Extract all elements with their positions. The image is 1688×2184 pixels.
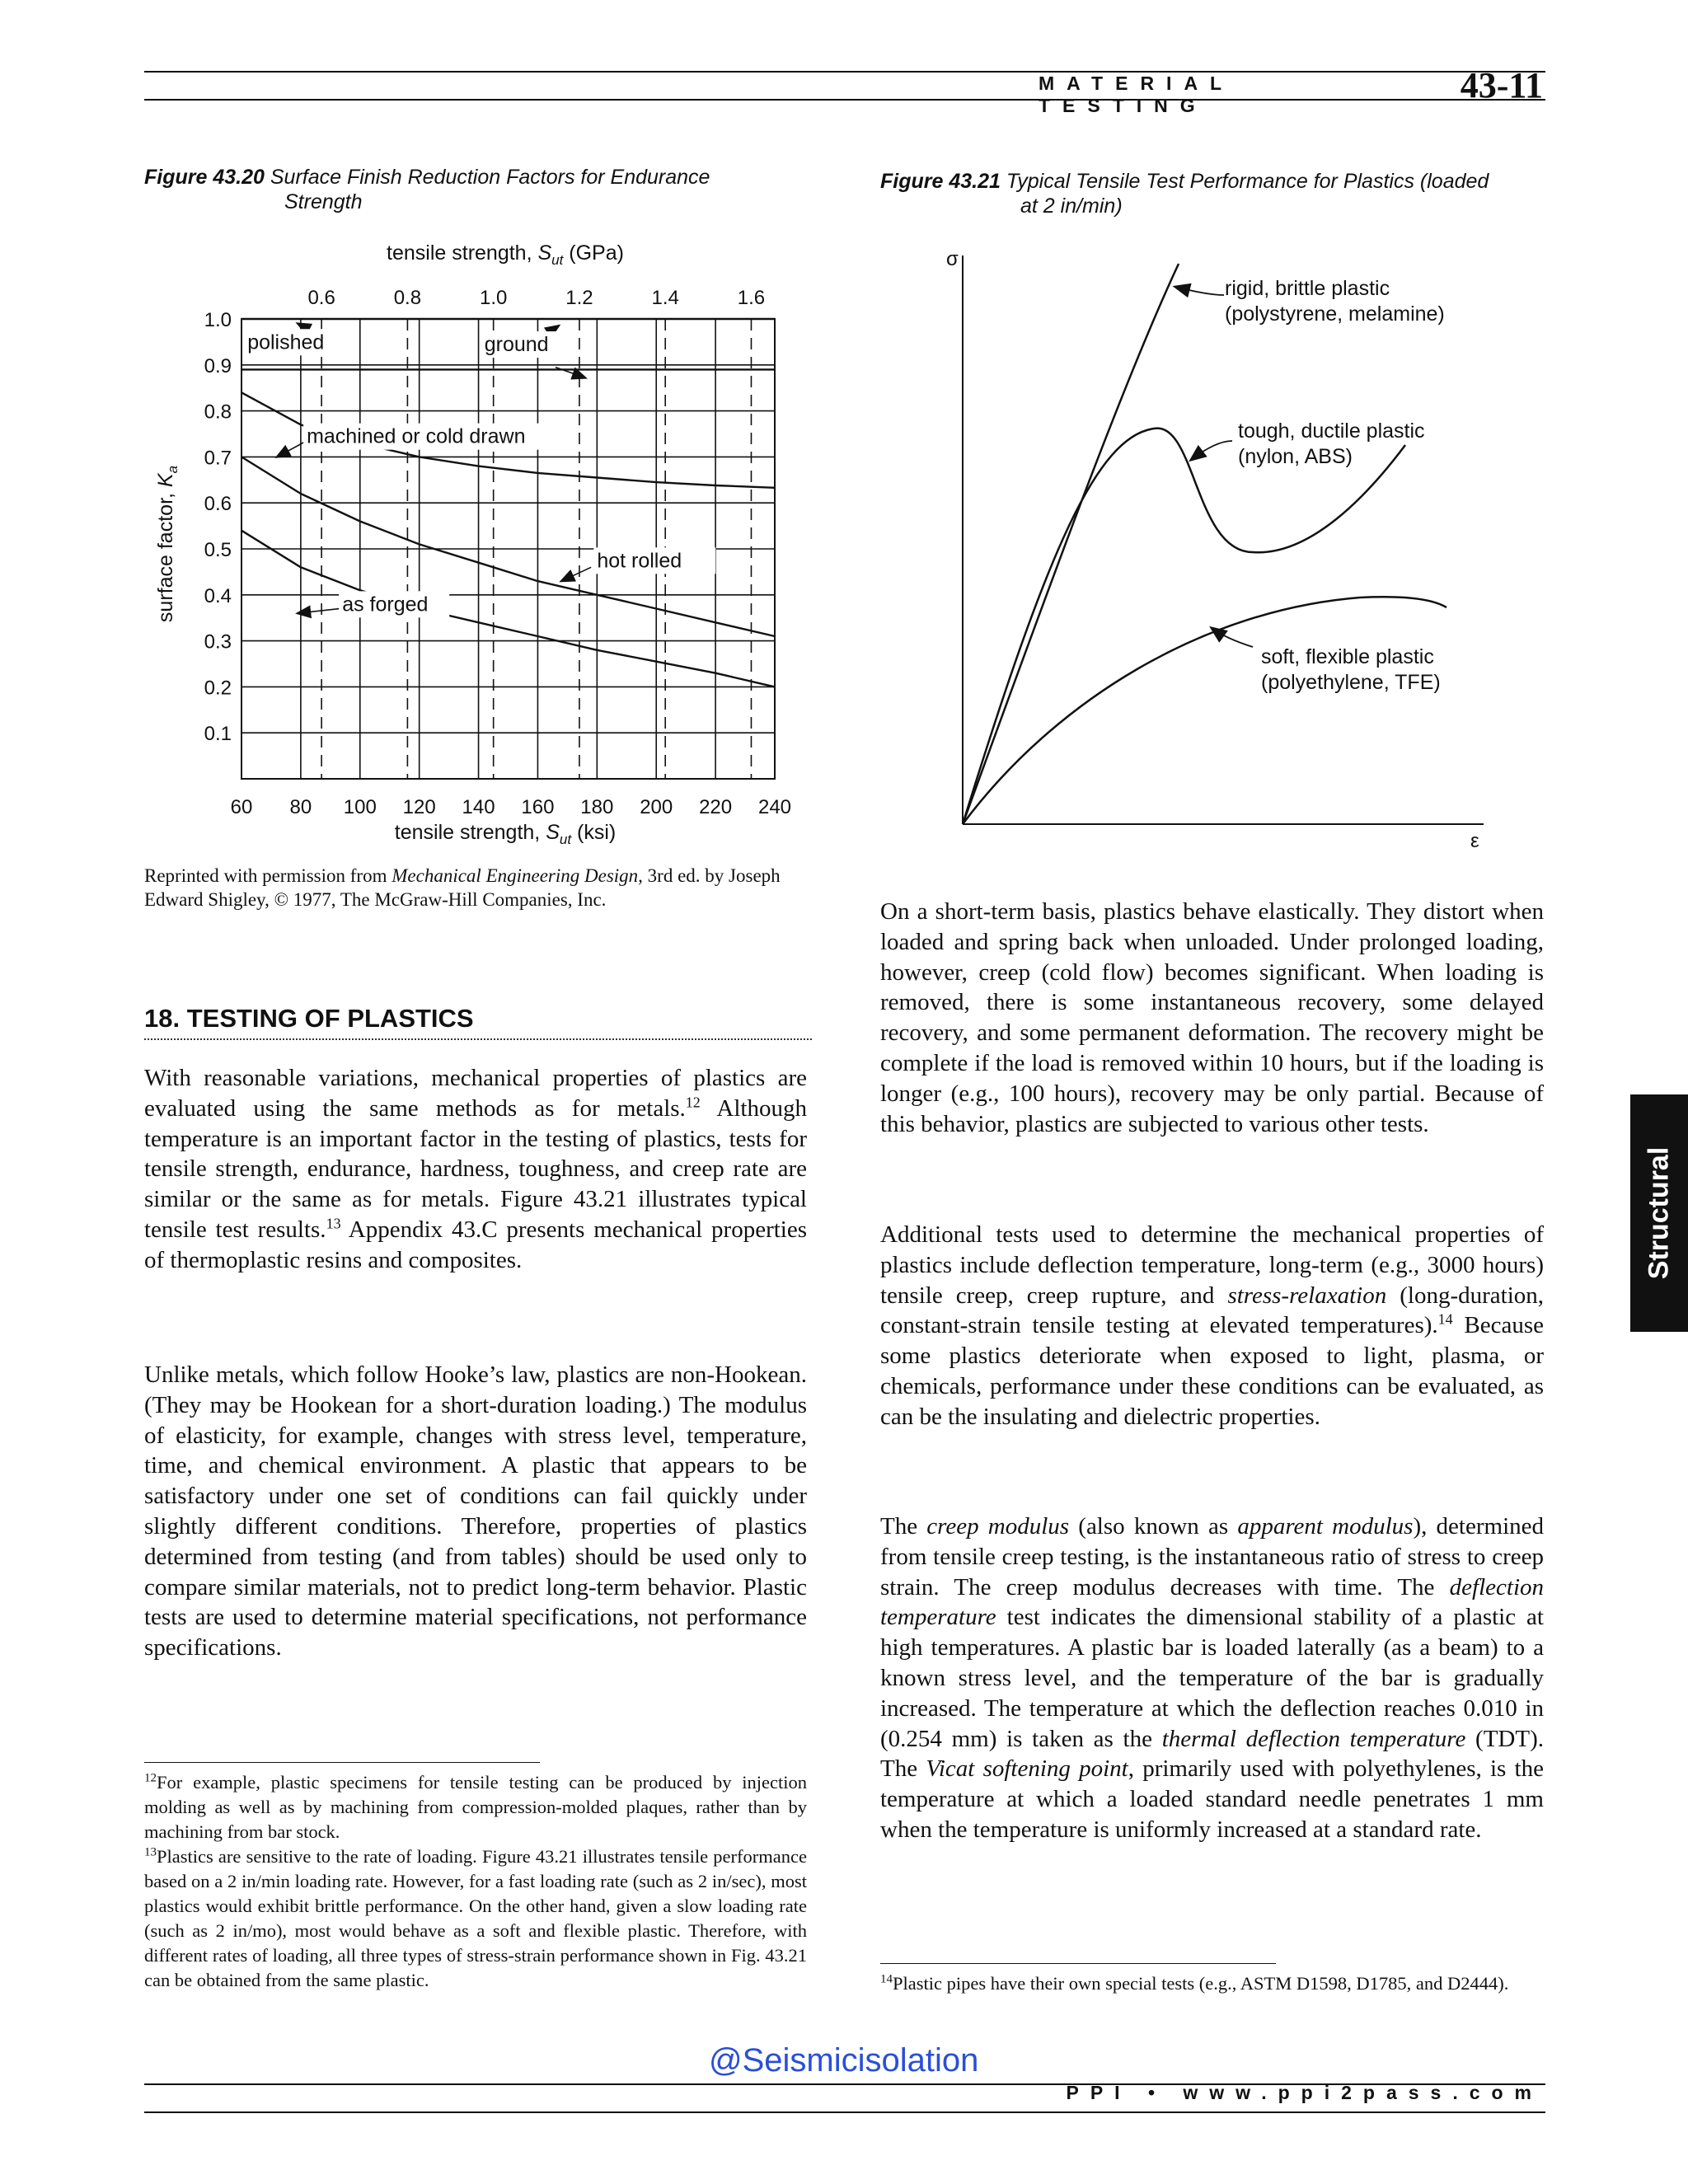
chart1-y-tick-label: 0.5 <box>204 539 232 561</box>
chart1-x2-tick-label: 0.8 <box>393 287 422 309</box>
curve-soft-flexible <box>963 597 1447 824</box>
chart1-x-tick-label: 240 <box>757 796 792 818</box>
chart1-series-label: machined or cold drawn <box>307 424 526 448</box>
chart1-series-label: hot rolled <box>597 549 682 573</box>
label-rigid-brittle-examples: (polystyrene, melamine) <box>1225 302 1445 326</box>
chart1-y-tick-label: 0.8 <box>204 401 232 424</box>
figure-43-20-caption-line1: Surface Finish Reduction Factors for Endurance <box>270 166 710 189</box>
label-tough-ductile: tough, ductile plastic <box>1238 419 1425 443</box>
chart1-x-tick-label: 180 <box>580 796 614 818</box>
chart1-series-label: ground <box>484 333 549 357</box>
chart1-y-axis-title: surface factor, $K_a$ <box>154 465 181 623</box>
footer-rule-bottom <box>144 2111 1545 2113</box>
chart1-series-label: polished <box>247 330 325 354</box>
chart1-top-axis-title: tensile strength, $S_{ut}$ (GPa) <box>387 241 624 268</box>
chart1-x-tick-label: 200 <box>640 796 673 818</box>
figure-43-21-caption-line1: Typical Tensile Test Performance for Plastics (loaded <box>1006 170 1489 193</box>
chart1-y-tick-label: 0.4 <box>204 584 232 607</box>
figure-43-20-credit <box>144 864 812 912</box>
credit-prefix: Reprinted with permission from <box>144 865 387 886</box>
figure-43-21-caption <box>880 169 1548 218</box>
chart1-x-tick-label: 140 <box>462 796 495 818</box>
chart2-x-axis-label: ε <box>1470 830 1479 852</box>
label-arrow-rigid <box>1175 287 1224 295</box>
chart1-y-tick-label: 0.9 <box>204 354 232 377</box>
figure-43-20-caption <box>144 165 812 214</box>
chart1-x2-tick-label: 1.2 <box>565 287 593 309</box>
chart1-y-tick-label: 0.2 <box>204 677 232 700</box>
footnote-13: $^{13}$Plastics are sensitive to the rate of loading. Figure 43.21 illustrates tensile performance based on a 2 in/min loading rate. However, for a fast loading rate (such as 2 in/sec), most plastics would exhibit brittle performance. On the other hand, given a slow loading rate (such as 2 in/mo), most would behave as a soft and flexible plastic. Therefore, with different rates of loading, all three types of stress-strain performance shown in Fig. 43.21 can be obtained from the same plastic. <box>144 1845 807 1990</box>
chart1-x2-tick-label: 0.6 <box>307 287 335 309</box>
chart1-x-tick-label: 80 <box>289 796 312 818</box>
curve-rigid-brittle <box>963 264 1179 824</box>
paragraph-1: With reasonable variations, mechanical properties of plastics are evaluated using the same methods as for metals.$^{12}$ Although temperature is an important factor in the testing of plastics, tests for tensile strength, endurance, hardness, toughness, and creep rate are similar or the same as for metals. Figure 43.21 illustrates typical tensile test results.$^{13}$ Appendix 43.C presents mechanical properties of thermoplastic resins and composites. <box>144 1065 807 1273</box>
chart1-y-tick-label: 0.1 <box>204 723 232 746</box>
curve-tough-ductile <box>963 429 1405 824</box>
chart1-label-arrow <box>277 441 307 457</box>
footnote-ref-13[interactable]: 13 <box>326 1215 341 1232</box>
label-arrow-tough <box>1191 441 1232 460</box>
footer-text[interactable]: PPI • www.ppi2pass.com <box>1066 2082 1543 2103</box>
section-side-tab[interactable] <box>1630 1094 1688 1332</box>
credit-book-title: Mechanical Engineering Design, <box>392 865 643 886</box>
figure-43-21-label: Figure 43.21 <box>880 170 1001 193</box>
header-rule-bottom <box>144 99 1545 101</box>
chart1-x-tick-label: 100 <box>343 796 377 818</box>
page-number: 43-11 <box>1460 65 1543 105</box>
label-tough-ductile-examples: (nylon, ABS) <box>1238 445 1353 468</box>
paragraph-5: The creep modulus (also known as apparent modulus), determined from tensile creep testing, is the instantaneous ratio of stress to creep strain. The creep modulus decreases with time. The deflection temperature test indicates the dimensional stability of a plastic at high temperatures. A plastic bar is loaded laterally (as a beam) to a known stress level, and the temperature of the bar is gradually increased. The temperature at which the deflection reaches 0.010 in (0.254 mm) is taken as the thermal deflection temperature (TDT). The Vicat softening point, primarily used with polyethylenes, is the temperature at which a loaded standard needle penetrates 1 mm when the temperature is uniformly increased at a standard rate. <box>880 1513 1544 1843</box>
side-tab-label: Structural <box>1643 1146 1675 1280</box>
footnote-ref-12[interactable]: 12 <box>685 1094 701 1111</box>
chart1-x2-tick-label: 1.0 <box>479 287 508 309</box>
section-heading: 18. TESTING OF PLASTICS <box>144 1004 812 1040</box>
tensile-performance-chart <box>923 239 1500 865</box>
footnote-14: $^{14}$Plastic pipes have their own special tests (e.g., ASTM D1598, D1785, and D2444). <box>880 1972 1509 1994</box>
figure-43-20-caption-line2: Strength <box>284 190 363 213</box>
chart1-y-tick-label: 0.7 <box>204 447 232 470</box>
paragraph-4: Additional tests used to determine the mechanical properties of plastics include deflection temperature, long-term (e.g., 3000 hours) tensile creep, creep rupture, and stress-relaxation (long-duration, constant-strain tensile testing at elevated temperatures).$^{14}$ Because some plastics deteriorate when exposed to light, plasma, or chemicals, performance under these conditions can be evaluated, as can be the insulating and dielectric properties. <box>880 1221 1544 1430</box>
chart1-x-tick-label: 120 <box>402 796 436 818</box>
label-soft-flexible-examples: (polyethylene, TFE) <box>1261 671 1441 694</box>
figure-43-20-label: Figure 43.20 <box>144 166 265 189</box>
paragraph-2: Unlike metals, which follow Hooke’s law, plastics are non-Hookean. (They may be Hookean for a short-duration loading.) The modulus of elasticity, for example, changes with stress level, temperature, time, and chemical environment. A plastic that appears to be satisfactory under one set of conditions can fail quickly under slightly different conditions. Therefore, properties of plastics determined from testing (and from tables) should be used only to compare similar materials, not to predict long-term behavior. Plastic tests are used to determine material specifications, not performance specifications. <box>144 1361 807 1661</box>
footnote-ref-14[interactable]: 14 <box>1437 1310 1453 1328</box>
chart1-label-arrow <box>298 609 339 614</box>
footnote-12: $^{12}$For example, plastic specimens for tensile testing can be produced by injection molding as well as by machining from compression-molded plaques, rather than by machining from bar stock. <box>144 1771 807 1842</box>
surface-factor-chart <box>144 235 820 861</box>
paragraph-3: On a short-term basis, plastics behave elastically. They distort when loaded and spring back when unloaded. Under prolonged loading, however, creep (cold flow) becomes significant. When loading is removed, there is some instantaneous recovery, some delayed recovery, and some permanent deformation. The recovery might be complete if the load is removed within 10 hours, but if the loading is longer (e.g., 100 hours), recovery may be only partial. Because of this behavior, plastics are subjected to various other tests. <box>880 898 1544 1137</box>
chart1-x-tick-label: 60 <box>230 796 253 818</box>
chart1-x2-tick-label: 1.6 <box>737 287 766 309</box>
footnote-rule-left <box>144 1762 540 1763</box>
chart1-label-arrow <box>561 567 591 581</box>
label-soft-flexible: soft, flexible plastic <box>1261 645 1434 668</box>
chart1-series-label: as forged <box>342 593 429 616</box>
figure-43-21-caption-line2: at 2 in/min) <box>1020 194 1123 218</box>
label-rigid-brittle: rigid, brittle plastic <box>1225 277 1390 300</box>
footnote-rule-right <box>880 1963 1276 1964</box>
chart1-x2-tick-label: 1.4 <box>651 287 679 309</box>
watermark: @Seismicisolation <box>709 2042 979 2079</box>
chart1-x-tick-label: 220 <box>699 796 733 818</box>
chart1-y-tick-label: 1.0 <box>204 309 232 331</box>
chart1-bottom-axis-title: tensile strength, $S_{ut}$ (ksi) <box>394 821 617 847</box>
running-header-title: MATERIAL TESTING <box>1039 73 1234 116</box>
chart1-x-tick-label: 160 <box>521 796 555 818</box>
chart1-y-tick-label: 0.6 <box>204 493 232 516</box>
credit-rest: 3rd ed. by Joseph Edward Shigley, © 1977, The McGraw-Hill Companies, Inc. <box>144 865 781 910</box>
chart2-y-axis-label: σ <box>946 248 959 270</box>
chart1-y-tick-label: 0.3 <box>204 630 232 654</box>
